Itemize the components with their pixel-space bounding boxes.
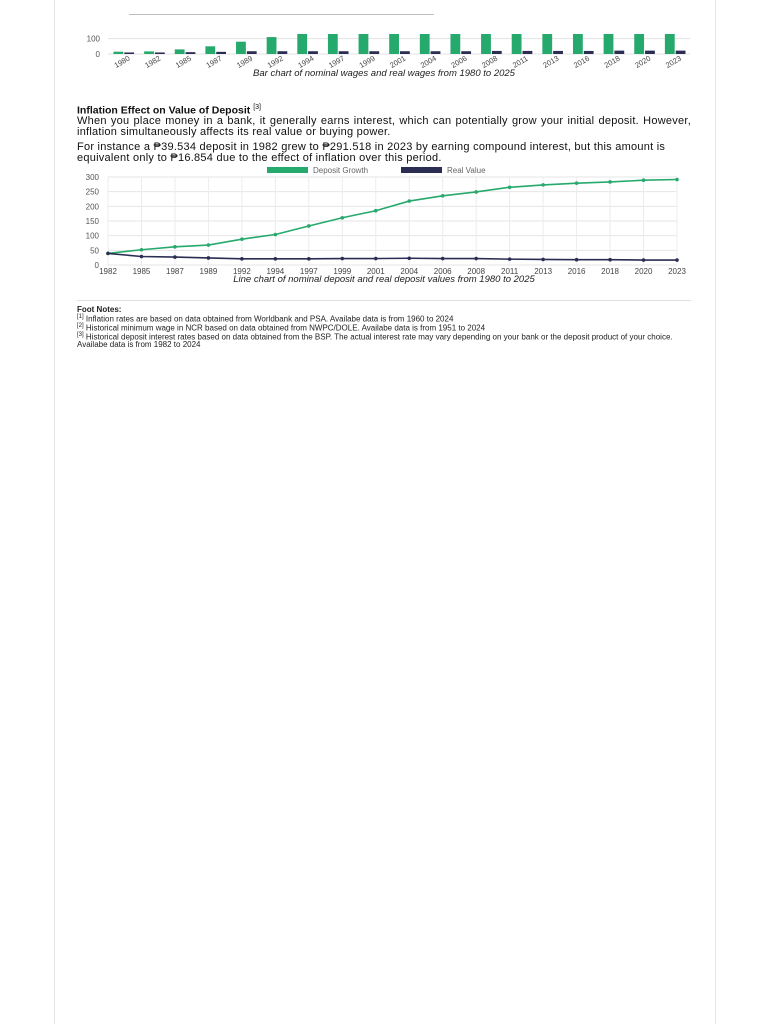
bar-nominal xyxy=(389,34,399,54)
x-tick-label: 2013 xyxy=(541,53,561,70)
data-point xyxy=(407,199,411,203)
deposit-line-chart xyxy=(0,164,768,278)
data-point xyxy=(140,255,144,259)
data-point xyxy=(441,194,445,198)
x-tick-label: 2020 xyxy=(633,53,653,70)
x-tick-label: 1987 xyxy=(166,267,184,276)
data-point xyxy=(407,256,411,260)
data-point xyxy=(307,224,311,228)
wages-bar-chart xyxy=(0,0,768,72)
data-point xyxy=(173,255,177,259)
data-point xyxy=(207,256,211,260)
bar-nominal xyxy=(573,34,583,54)
section-title-text: Inflation Effect on Value of Deposit xyxy=(77,104,251,117)
bar-nominal xyxy=(205,46,215,54)
x-tick-label: 2011 xyxy=(501,267,519,276)
data-point xyxy=(374,257,378,261)
footnote-text: Historical deposit interest rates based on data obtained from the BSP. The actual interest rate may vary depending on your bank or the deposit product of your choice. Availabe data is from 1982 to 2024 xyxy=(77,332,673,349)
data-point xyxy=(474,190,478,194)
y-tick-label: 200 xyxy=(85,202,99,212)
footnote-ref: [2] xyxy=(77,322,84,329)
bar-nominal xyxy=(420,34,430,54)
data-point xyxy=(106,252,110,256)
x-tick-label: 2001 xyxy=(388,53,408,70)
x-tick-label: 1999 xyxy=(357,53,377,70)
bar-nominal xyxy=(542,34,552,54)
data-point xyxy=(608,258,612,262)
x-tick-label: 2006 xyxy=(433,267,452,276)
data-point xyxy=(441,257,445,261)
bar-nominal xyxy=(604,34,614,54)
data-point xyxy=(307,257,311,261)
data-point xyxy=(240,257,244,261)
line-chart-caption: Line chart of nominal deposit and real deposit values from 1980 to 2025 xyxy=(233,274,535,285)
x-tick-label: 1980 xyxy=(112,53,132,70)
bar-nominal xyxy=(114,52,124,54)
x-tick-label: 1992 xyxy=(232,267,251,276)
data-point xyxy=(675,258,679,262)
bar-nominal xyxy=(359,34,369,54)
y-tick-label: 100 xyxy=(85,231,99,241)
bar-nominal xyxy=(328,34,338,54)
bar-nominal xyxy=(665,34,675,54)
y-tick-label: 50 xyxy=(90,246,99,256)
data-point xyxy=(207,243,211,247)
bar-nominal xyxy=(481,34,491,54)
y-tick-label: 250 xyxy=(85,187,99,197)
bar-chart-caption: Bar chart of nominal wages and real wages from 1980 to 2025 xyxy=(253,68,515,79)
data-point xyxy=(340,216,344,220)
paragraph-1: When you place money in a bank, it generally earns interest, which can potentially grow your initial deposit. However, inflation simultaneously affects its real value or buying power. xyxy=(77,115,691,138)
bar-nominal xyxy=(236,42,246,54)
x-tick-label: 1997 xyxy=(299,267,318,276)
x-tick-label: 1989 xyxy=(199,267,218,276)
data-point xyxy=(140,248,144,252)
footnote-text: Inflation rates are based on data obtained from Worldbank and PSA. Availabe data is from 1960 to 2024 xyxy=(85,314,454,324)
footnote-item xyxy=(77,314,691,323)
legend-label: Deposit Growth xyxy=(313,166,369,175)
y-tick-label: 0 xyxy=(94,261,99,270)
data-point xyxy=(274,233,278,237)
x-tick-label: 1982 xyxy=(143,53,163,70)
data-point xyxy=(575,181,579,185)
data-point xyxy=(374,209,378,213)
legend-label: Real Value xyxy=(447,166,486,175)
bar-nominal xyxy=(297,34,307,54)
x-tick-label: 2023 xyxy=(668,267,686,276)
data-point xyxy=(340,257,344,261)
footnote-item xyxy=(77,332,691,349)
y-tick-label: 150 xyxy=(85,217,99,226)
bar-nominal xyxy=(144,51,154,54)
footnotes xyxy=(77,300,691,348)
footnote-item xyxy=(77,323,691,332)
series-line-real-value xyxy=(108,253,677,260)
x-tick-label: 1985 xyxy=(173,53,193,70)
x-tick-label: 2018 xyxy=(601,267,619,276)
data-point xyxy=(575,258,579,262)
data-point xyxy=(608,180,612,184)
x-tick-label: 2011 xyxy=(511,53,530,70)
data-point xyxy=(541,258,545,262)
data-point xyxy=(274,257,278,261)
x-tick-label: 1982 xyxy=(99,267,117,276)
legend-swatch xyxy=(267,167,308,173)
x-tick-label: 2023 xyxy=(663,53,683,70)
x-tick-label: 2020 xyxy=(634,267,653,276)
bar-nominal xyxy=(450,34,460,54)
data-point xyxy=(474,257,478,261)
x-tick-label: 1987 xyxy=(204,53,224,70)
data-point xyxy=(173,245,177,249)
footnote-ref: [3] xyxy=(77,331,84,338)
bar-nominal xyxy=(267,37,277,54)
x-tick-label: 1985 xyxy=(132,267,151,276)
x-tick-label: 2008 xyxy=(480,53,500,70)
x-tick-label: 1994 xyxy=(296,53,316,70)
y-tick-label: 0 xyxy=(95,50,100,59)
data-point xyxy=(541,183,545,187)
x-tick-label: 2006 xyxy=(449,53,469,70)
footnote-text: Historical minimum wage in NCR based on data obtained from NWPC/DOLE. Availabe data is from 1951 to 2024 xyxy=(85,323,486,333)
x-tick-label: 2004 xyxy=(418,53,438,70)
section-title-ref: [3] xyxy=(253,104,261,111)
footnote-ref: [1] xyxy=(77,313,84,320)
x-tick-label: 2013 xyxy=(534,267,553,276)
y-tick-label: 100 xyxy=(86,34,100,44)
x-tick-label: 2016 xyxy=(567,267,586,276)
data-point xyxy=(675,178,679,182)
x-tick-label: 2004 xyxy=(400,267,419,276)
bar-nominal xyxy=(512,34,522,54)
x-tick-label: 1992 xyxy=(265,53,285,70)
x-tick-label: 2008 xyxy=(467,267,486,276)
bar-nominal xyxy=(634,34,644,54)
x-tick-label: 2016 xyxy=(572,53,592,70)
legend-swatch xyxy=(401,167,442,173)
series-line-deposit-growth xyxy=(108,179,677,253)
data-point xyxy=(508,257,512,261)
footnotes-title: Foot Notes: xyxy=(77,305,122,314)
x-tick-label: 1994 xyxy=(266,267,285,276)
x-tick-label: 2018 xyxy=(602,53,622,70)
data-point xyxy=(642,178,646,182)
x-tick-label: 1997 xyxy=(327,53,346,70)
x-tick-label: 1999 xyxy=(333,267,352,276)
data-point xyxy=(240,237,244,241)
x-tick-label: 1989 xyxy=(235,53,255,70)
data-point xyxy=(508,185,512,189)
y-tick-label: 300 xyxy=(85,173,99,182)
x-tick-label: 2001 xyxy=(366,267,385,276)
data-point xyxy=(642,258,646,262)
bar-nominal xyxy=(175,49,185,54)
paragraph-2: For instance a ₱39.534 deposit in 1982 grew to ₱291.518 in 2023 by earning compound interest, but this amount is equivalent only to ₱16.854 due to the effect of inflation over this period. xyxy=(77,141,666,164)
